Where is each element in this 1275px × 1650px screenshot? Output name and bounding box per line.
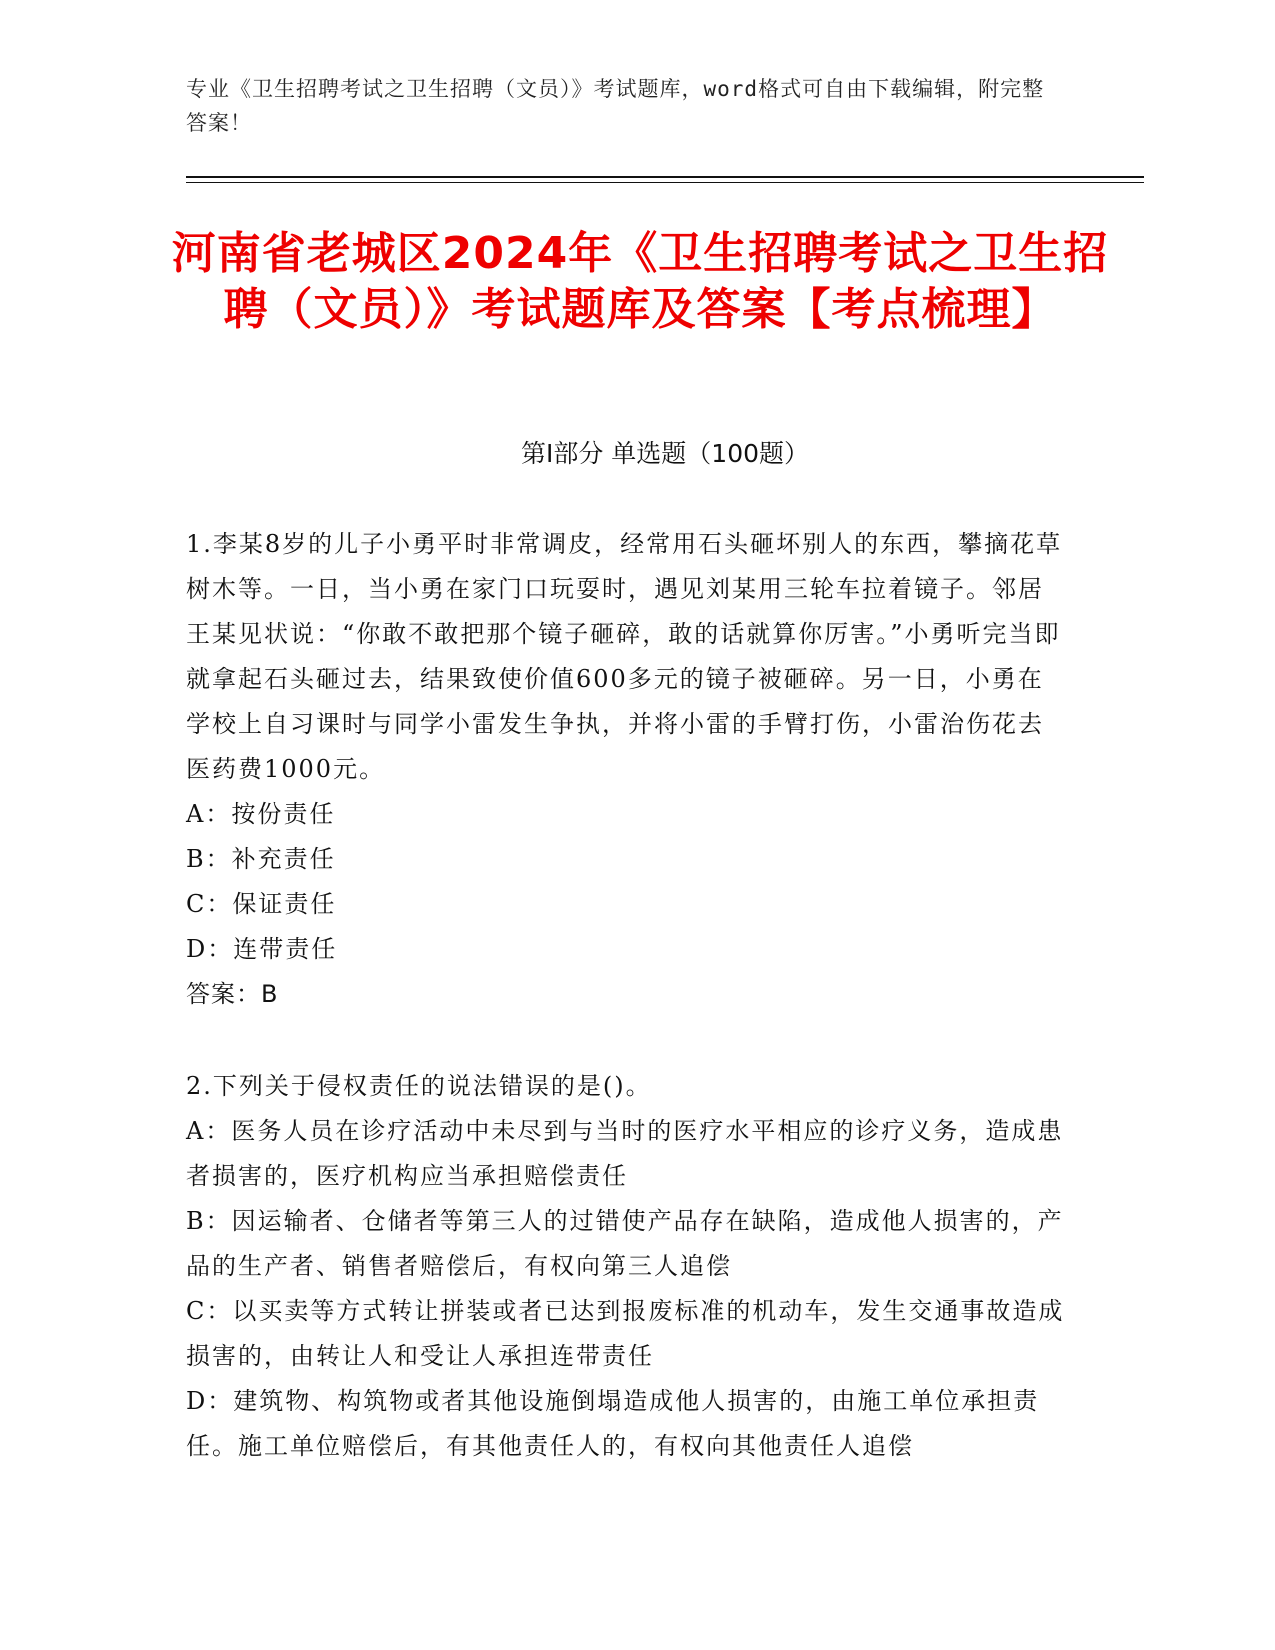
question-1-option-d: D：连带责任	[186, 935, 338, 963]
question-2-option-d: D：建筑物、构筑物或者其他设施倒塌造成他人损害的，由施工单位承担责任。施工单位赔偿后，有其他责任人的，有权向其他责任人追偿	[186, 1387, 1040, 1460]
header-divider-thin	[186, 182, 1144, 183]
section-title: 第I部分 单选题（100题）	[520, 439, 810, 468]
question-2-stem: 2.下列关于侵权责任的说法错误的是()。	[186, 1072, 652, 1100]
question-1-option-a: A：按份责任	[186, 800, 336, 828]
question-1-option-b: B：补充责任	[186, 845, 336, 873]
question-1	[186, 522, 1066, 1017]
question-2	[186, 1064, 1066, 1469]
header-divider-thick	[186, 176, 1144, 178]
question-2-option-c: C：以买卖等方式转让拼装或者已达到报废标准的机动车，发生交通事故造成损害的，由转让人和受让人承担连带责任	[186, 1297, 1065, 1370]
question-2-option-a: A：医务人员在诊疗活动中未尽到与当时的医疗水平相应的诊疗义务，造成患者损害的，医疗机构应当承担赔偿责任	[186, 1117, 1064, 1190]
document-title: 河南省老城区2024年《卫生招聘考试之卫生招聘（文员）》考试题库及答案【考点梳理】	[171, 228, 1109, 335]
question-1-option-c: C：保证责任	[186, 890, 337, 918]
question-2-option-b: B：因运输者、仓储者等第三人的过错使产品存在缺陷，造成他人损害的，产品的生产者、销售者赔偿后，有权向第三人追偿	[186, 1207, 1064, 1280]
header-note: 专业《卫生招聘考试之卫生招聘（文员）》考试题库，word格式可自由下载编辑，附完整答案！	[186, 77, 1045, 135]
question-1-answer: 答案：B	[186, 980, 279, 1008]
question-1-stem: 1.李某8岁的儿子小勇平时非常调皮，经常用石头砸坏别人的东西，攀摘花草树木等。一日，当小勇在家门口玩耍时，遇见刘某用三轮车拉着镜子。邻居王某见状说：“你敢不敢把那个镜子砸碎，敢的话就算你厉害。”小勇听完当即就拿起石头砸过去，结果致使价值600多元的镜子被砸碎。另一日，小勇在学校上自习课时与同学小雷发生争执，并将小雷的手臂打伤，小雷治伤花去医药费1000元。	[186, 530, 1063, 783]
